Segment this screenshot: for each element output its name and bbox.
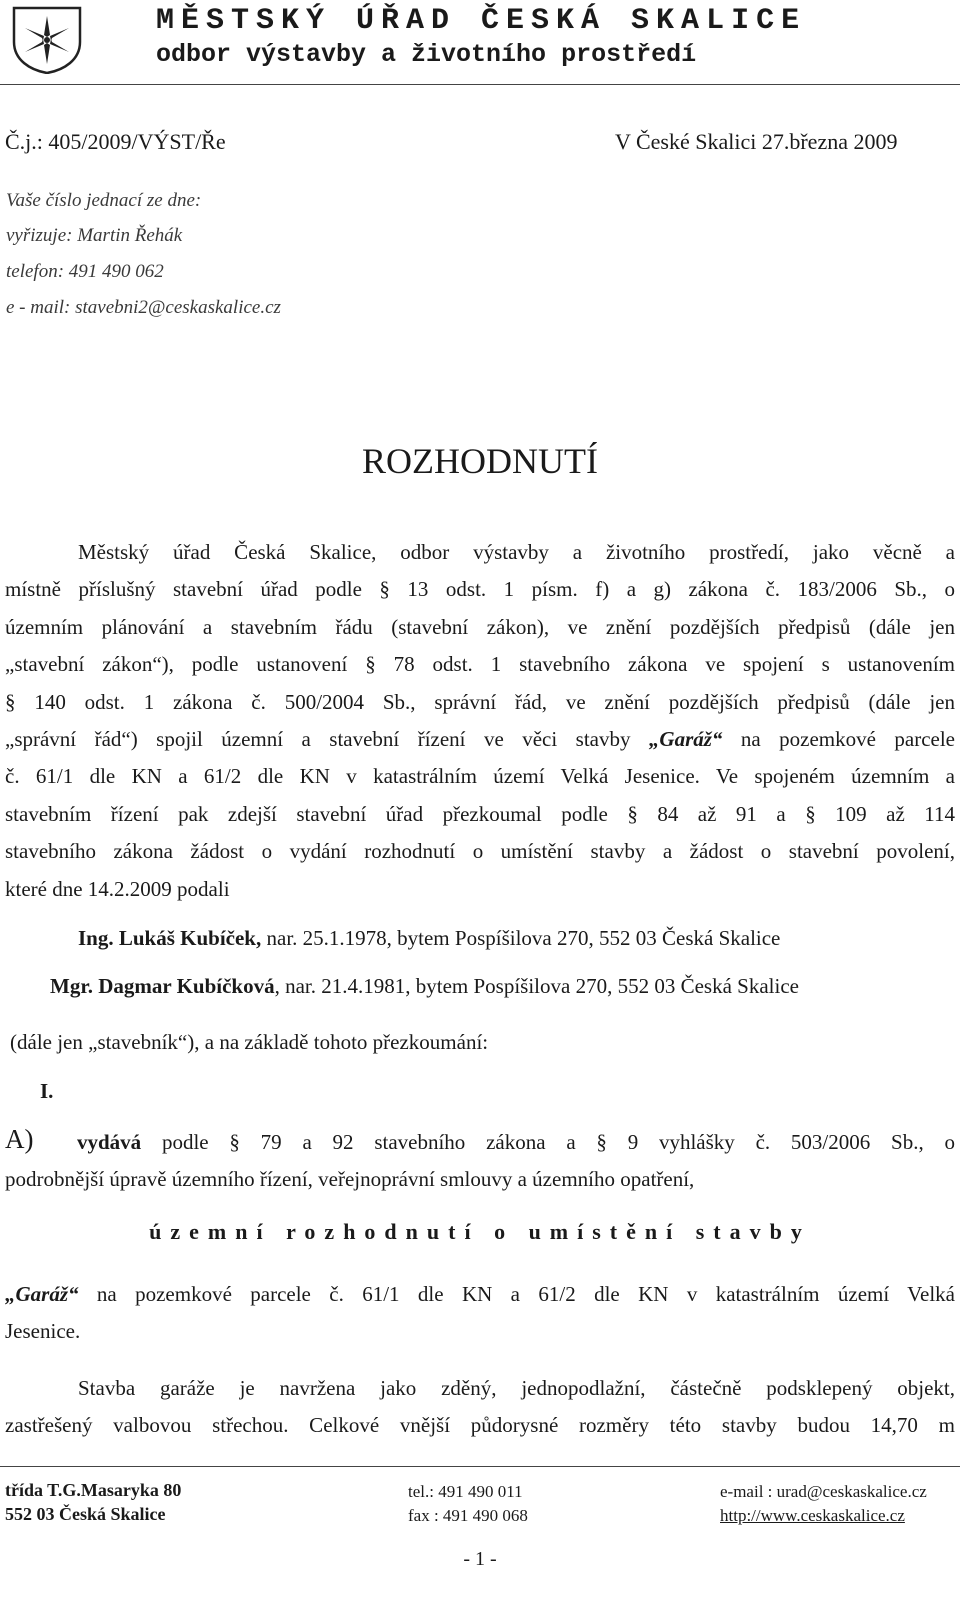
section-a-continuation: [5, 1161, 955, 1198]
department-name: odbor výstavby a životního prostředí: [156, 40, 697, 69]
applicant-name: Ing. Lukáš Kubíček,: [78, 926, 262, 950]
building-name: „Garáž“: [648, 727, 723, 752]
footer-email: e-mail : urad@ceskaskalice.cz: [720, 1482, 927, 1501]
intro-line: stavebního zákona žádost o vydání rozhodnutí o umístění stavby a žádost o stavební povolení,: [5, 839, 955, 864]
section-a-line: podrobnější úpravě územního řízení, veřejnoprávní smlouvy a územního opatření,: [5, 1167, 695, 1191]
intro-line: stavebním řízení pak zdejší stavební úřad přezkoumal podle § 84 až 91 a § 109 až 114: [5, 801, 955, 826]
intro-line: které dne 14.2.2009 podali: [5, 876, 230, 901]
case-number: Č.j.: 405/2009/VÝST/Ře: [5, 129, 226, 154]
handled-by: vyřizuje: Martin Řehák: [6, 225, 183, 246]
intro-paragraph: [5, 534, 955, 908]
section-a-line: [77, 1124, 955, 1161]
section-a-paragraph: [77, 1124, 955, 1161]
website-link[interactable]: http://www.ceskaskalice.cz: [720, 1506, 905, 1525]
document-title: ROZHODNUTÍ: [362, 441, 598, 481]
description-line: zastřešený valbovou střechou. Celkové vnější půdorysné rozměry této stavby budou 14,70 m: [5, 1413, 955, 1438]
footer-fax: fax : 491 490 068: [408, 1506, 528, 1525]
applicant-2: [50, 974, 799, 999]
footer-tel: tel.: 491 490 011: [408, 1482, 523, 1501]
garage-line: Jesenice.: [5, 1319, 81, 1344]
footer-web[interactable]: [720, 1506, 905, 1526]
header-divider: [0, 84, 960, 85]
footer-city: 552 03 Česká Skalice: [5, 1504, 166, 1524]
description-line: Stavba garáže je navržena jako zděný, jednopodlažní, částečně podsklepený objekt,: [78, 1376, 955, 1400]
section-a-text: podle § 79 a 92 stavebního zákona a § 9 vyhlášky č. 503/2006 Sb., o: [141, 1130, 955, 1154]
intro-line: č. 61/1 dle KN a 61/2 dle KN v katastrálním území Velká Jesenice. Ve spojeném územním a: [5, 764, 955, 789]
garage-text: na pozemkové parcele č. 61/1 dle KN a 61/2 dle KN v katastrálním území Velká: [78, 1282, 955, 1306]
garage-line: [5, 1276, 955, 1313]
intro-line: místně příslušný stavební úřad podle § 13 odst. 1 písm. f) a g) zákona č. 183/2006 Sb., o: [5, 577, 955, 602]
applicant-details: nar. 25.1.1978, bytem Pospíšilova 270, 552 03 Česká Skalice: [261, 926, 781, 950]
office-name: MĚSTSKÝ ÚŘAD ČESKÁ SKALICE: [156, 4, 807, 38]
intro-text: na pozemkové parcele: [722, 727, 955, 752]
phone: telefon: 491 490 062: [6, 261, 164, 282]
applicant-details: , nar. 21.4.1981, bytem Pospíšilova 270, 552 03 Česká Skalice: [274, 974, 799, 998]
intro-line: § 140 odst. 1 zákona č. 500/2004 Sb., správní řád, ve znění pozdějších předpisů (dále jen: [5, 689, 955, 714]
your-reference: Vaše číslo jednací ze dne:: [6, 190, 202, 211]
intro-line: „stavební zákon“), podle ustanovení § 78 odst. 1 stavebního zákona ve spojení s ustanovením: [5, 652, 955, 677]
description-paragraph: [5, 1370, 955, 1445]
applicant-name: Mgr. Dagmar Kubíčková: [50, 974, 275, 998]
section-a-marker: A): [5, 1124, 34, 1154]
footer-divider: [0, 1466, 960, 1467]
footer-street: třída T.G.Masaryka 80: [5, 1480, 182, 1500]
applicant-1: [78, 926, 780, 951]
decision-heading: územní rozhodnutí o umístění stavby: [149, 1219, 811, 1244]
city-coat-of-arms-icon: [8, 4, 86, 74]
building-name: „Garáž“: [5, 1282, 79, 1306]
section-roman: I.: [40, 1079, 54, 1103]
email: e - mail: stavebni2@ceskaskalice.cz: [6, 297, 281, 318]
intro-line: [5, 721, 955, 758]
intro-line: Městský úřad Česká Skalice, odbor výstavby a životního prostředí, jako věcně a: [78, 540, 955, 564]
applicants-note: (dále jen „stavebník“), a na základě tohoto přezkoumání:: [10, 1030, 489, 1054]
page-number: - 1 -: [463, 1548, 497, 1570]
intro-text: „správní řád“) spojil územní a stavební řízení ve věci stavby: [5, 727, 649, 752]
place-date: V České Skalici 27.března 2009: [615, 129, 898, 154]
garage-paragraph: [5, 1276, 955, 1351]
intro-line: územním plánování a stavebním řádu (stavební zákon), ve znění pozdějších předpisů (dále jen: [5, 614, 955, 639]
section-a-verb: vydává: [77, 1130, 142, 1154]
